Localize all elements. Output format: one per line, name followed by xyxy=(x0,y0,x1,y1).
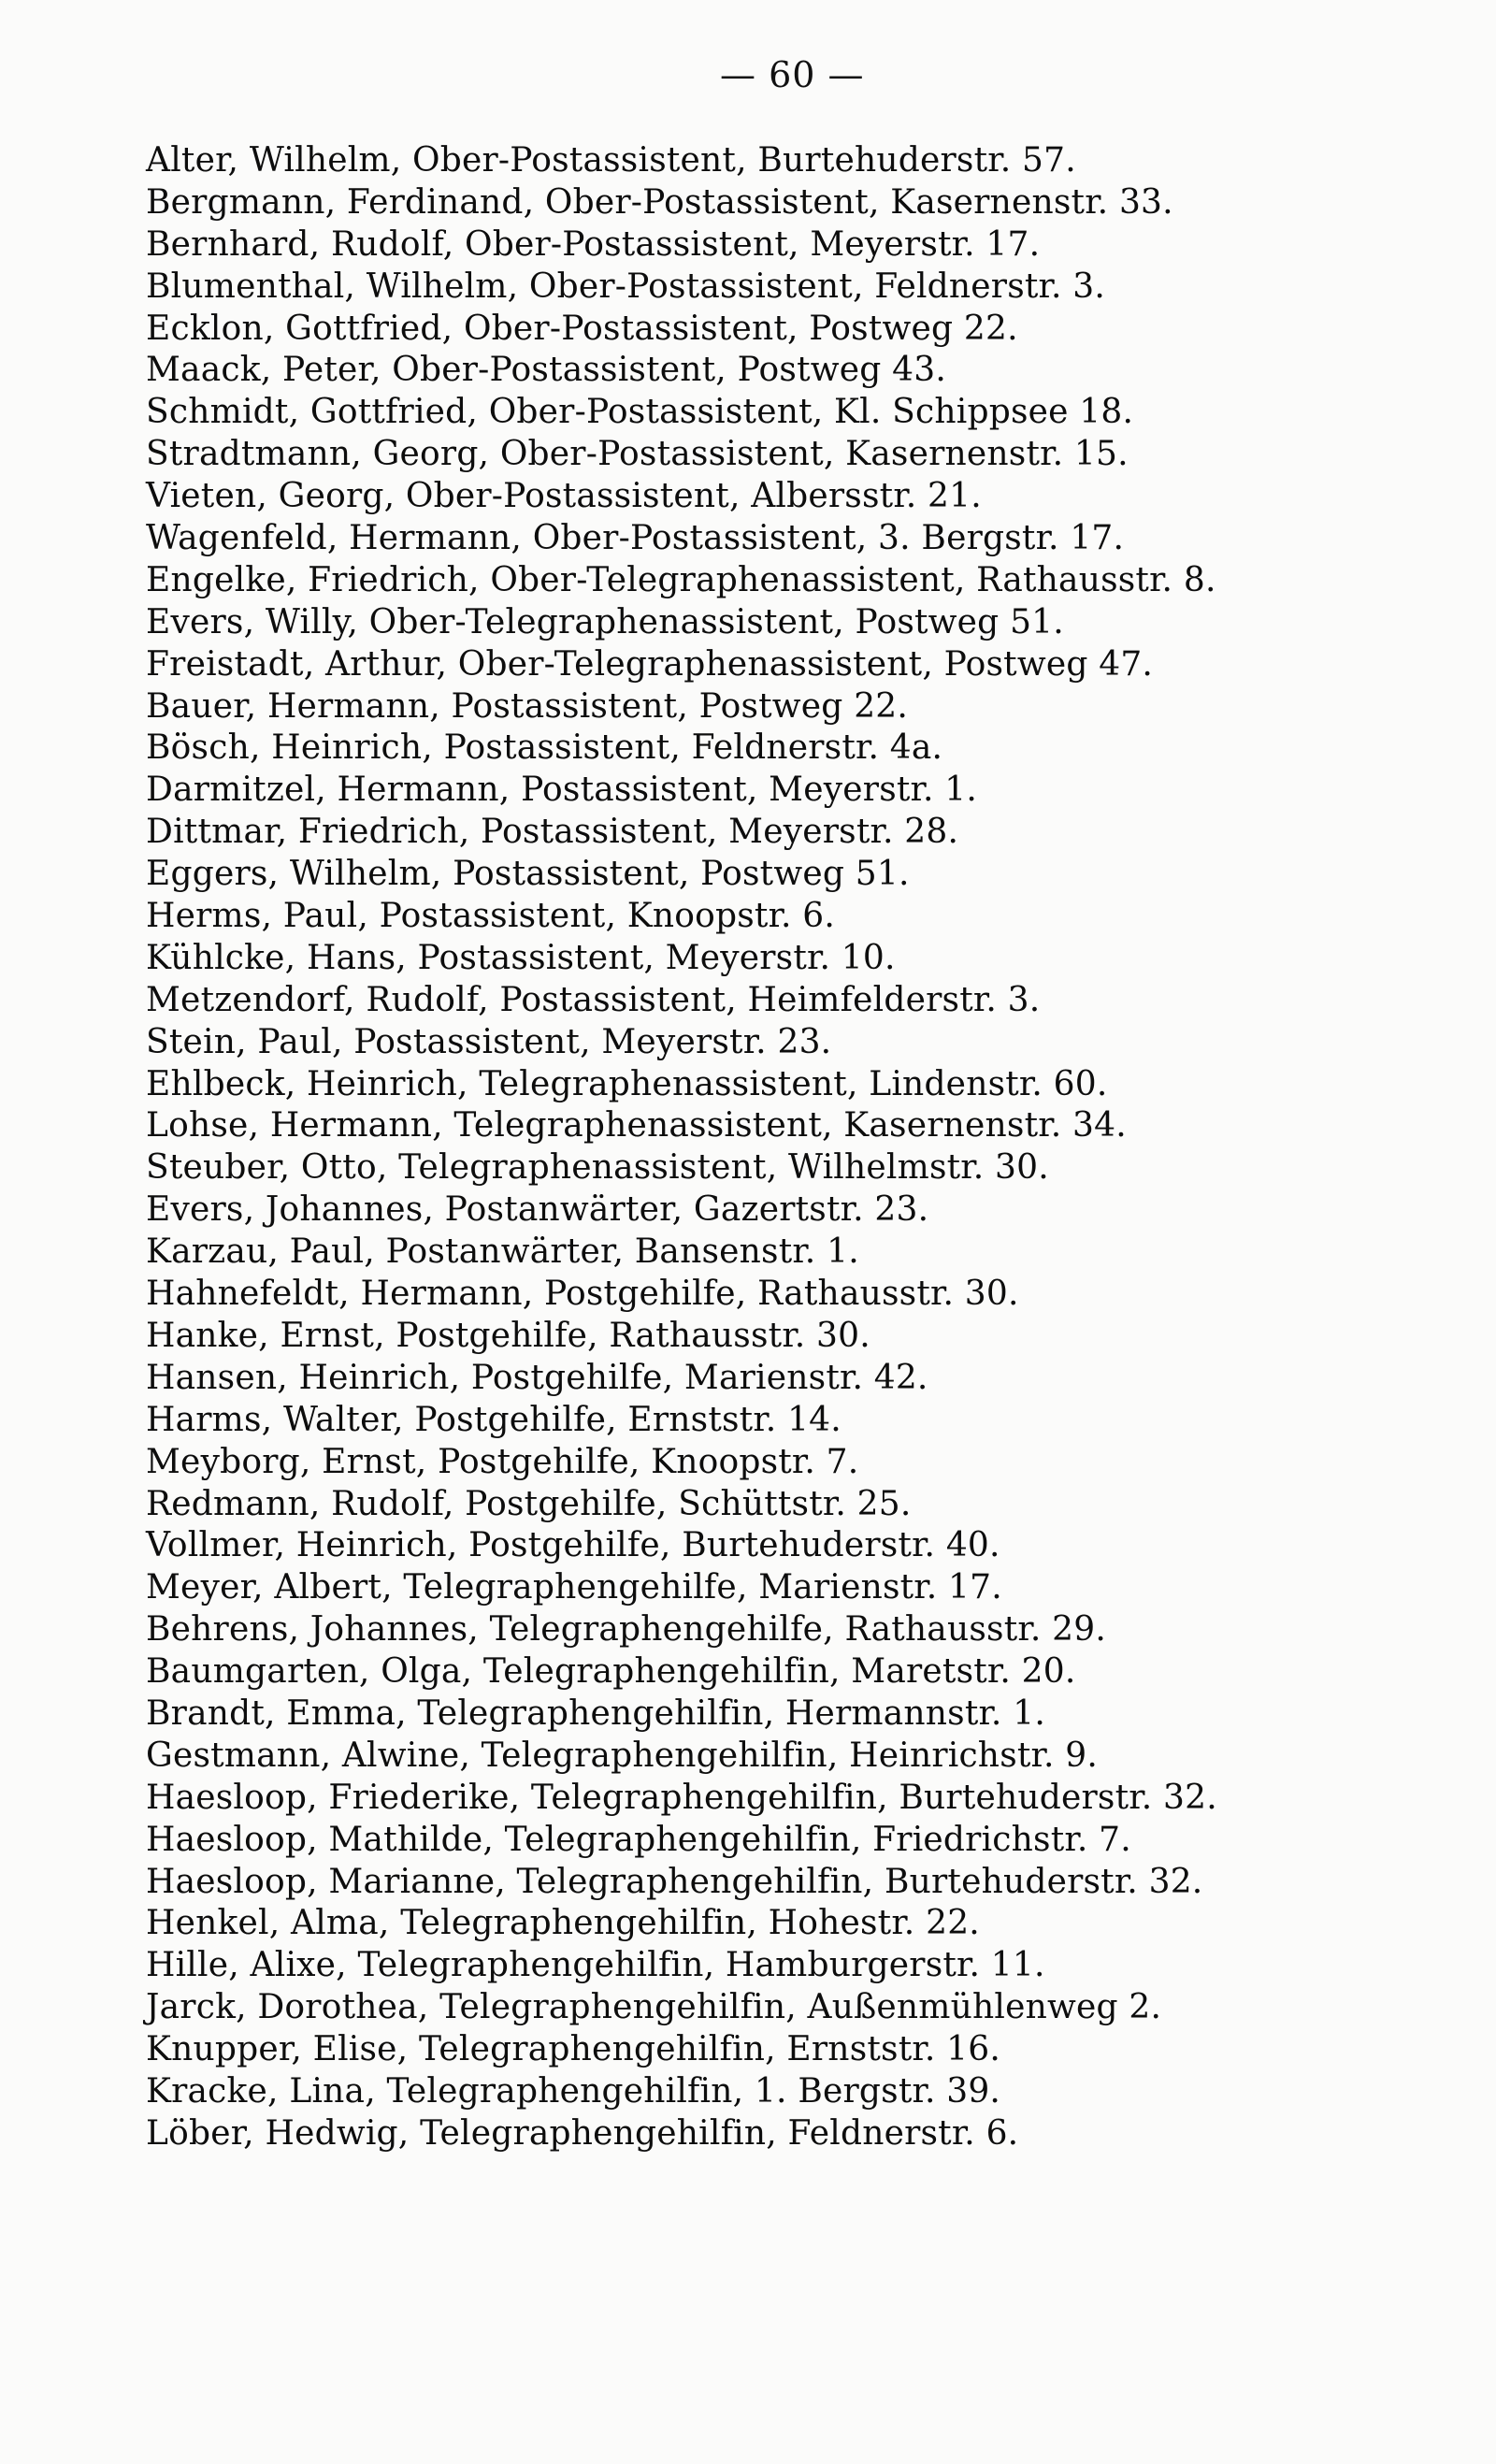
directory-entry: Lohse, Hermann, Telegraphenassistent, Kasernenstr. 34. xyxy=(146,1106,1127,1146)
directory-entry: Herms, Paul, Postassistent, Knoopstr. 6. xyxy=(146,897,836,936)
directory-entry: Freistadt, Arthur, Ober-Telegraphenassistent, Postweg 47. xyxy=(146,644,1154,684)
directory-entry: Löber, Hedwig, Telegraphengehilfin, Feldnerstr. 6. xyxy=(146,2113,1019,2153)
directory-entry: Haesloop, Mathilde, Telegraphengehilfin, Friedrichstr. 7. xyxy=(146,1820,1131,1859)
directory-entry: Evers, Willy, Ober-Telegraphenassistent, Postweg 51. xyxy=(146,602,1064,641)
directory-entry: Wagenfeld, Hermann, Ober-Postassistent, 3. Bergstr. 17. xyxy=(146,519,1125,558)
directory-entry: Hahnefeldt, Hermann, Postgehilfe, Rathausstr. 30. xyxy=(146,1275,1019,1314)
directory-entry: Schmidt, Gottfried, Ober-Postassistent, Kl. Schippsee 18. xyxy=(146,393,1134,432)
directory-entry: Hille, Alixe, Telegraphengehilfin, Hamburgerstr. 11. xyxy=(146,1946,1045,1985)
directory-entry: Bernhard, Rudolf, Ober-Postassistent, Meyerstr. 17. xyxy=(146,224,1041,264)
directory-entry: Bauer, Hermann, Postassistent, Postweg 22. xyxy=(146,686,909,726)
directory-entry: Engelke, Friedrich, Ober-Telegraphenassistent, Rathausstr. 8. xyxy=(146,560,1216,599)
directory-entry: Eggers, Wilhelm, Postassistent, Postweg 51. xyxy=(146,855,910,894)
directory-entry: Steuber, Otto, Telegraphenassistent, Wilhelmstr. 30. xyxy=(146,1148,1049,1188)
directory-entry: Harms, Walter, Postgehilfe, Ernststr. 14. xyxy=(146,1400,842,1439)
directory-entry: Vollmer, Heinrich, Postgehilfe, Burtehuderstr. 40. xyxy=(146,1526,1000,1565)
directory-entry: Stradtmann, Georg, Ober-Postassistent, Kasernenstr. 15. xyxy=(146,435,1129,474)
directory-entry: Vieten, Georg, Ober-Postassistent, Albersstr. 21. xyxy=(146,477,982,516)
directory-entry: Stein, Paul, Postassistent, Meyerstr. 23. xyxy=(146,1022,832,1061)
directory-list xyxy=(146,140,1455,2155)
directory-entry: Meyborg, Ernst, Postgehilfe, Knoopstr. 7. xyxy=(146,1442,859,1481)
directory-entry: Ehlbeck, Heinrich, Telegraphenassistent, Lindenstr. 60. xyxy=(146,1064,1108,1103)
directory-entry: Blumenthal, Wilhelm, Ober-Postassistent, Feldnerstr. 3. xyxy=(146,267,1106,306)
directory-entry: Jarck, Dorothea, Telegraphengehilfin, Außenmühlenweg 2. xyxy=(146,1988,1162,2027)
directory-entry: Hanke, Ernst, Postgehilfe, Rathausstr. 30. xyxy=(146,1316,870,1355)
directory-entry: Gestmann, Alwine, Telegraphengehilfin, Heinrichstr. 9. xyxy=(146,1736,1099,1775)
directory-entry: Kühlcke, Hans, Postassistent, Meyerstr. 10. xyxy=(146,938,896,977)
directory-entry: Hansen, Heinrich, Postgehilfe, Marienstr. 42. xyxy=(146,1358,928,1397)
directory-entry: Brandt, Emma, Telegraphengehilfin, Hermannstr. 1. xyxy=(146,1693,1045,1733)
page-number: — 60 — xyxy=(720,54,865,95)
directory-entry: Dittmar, Friedrich, Postassistent, Meyerstr. 28. xyxy=(146,813,959,852)
directory-entry: Bösch, Heinrich, Postassistent, Feldnerstr. 4a. xyxy=(146,728,943,768)
directory-entry: Henkel, Alma, Telegraphengehilfin, Hohestr. 22. xyxy=(146,1904,980,1943)
directory-entry: Maack, Peter, Ober-Postassistent, Postweg 43. xyxy=(146,351,947,390)
directory-entry: Knupper, Elise, Telegraphengehilfin, Ernststr. 16. xyxy=(146,2030,1000,2069)
directory-entry: Evers, Johannes, Postanwärter, Gazertstr. 23. xyxy=(146,1190,929,1230)
directory-entry: Haesloop, Friederike, Telegraphengehilfin, Burtehuderstr. 32. xyxy=(146,1778,1217,1817)
directory-entry: Behrens, Johannes, Telegraphengehilfe, Rathausstr. 29. xyxy=(146,1610,1106,1650)
directory-entry: Karzau, Paul, Postanwärter, Bansenstr. 1. xyxy=(146,1232,859,1272)
directory-entry: Haesloop, Marianne, Telegraphengehilfin, Burtehuderstr. 32. xyxy=(146,1862,1203,1901)
directory-entry: Meyer, Albert, Telegraphengehilfe, Marienstr. 17. xyxy=(146,1568,1002,1607)
directory-entry: Kracke, Lina, Telegraphengehilfin, 1. Bergstr. 39. xyxy=(146,2071,1001,2111)
directory-entry: Bergmann, Ferdinand, Ober-Postassistent, Kasernenstr. 33. xyxy=(146,182,1173,222)
directory-entry: Metzendorf, Rudolf, Postassistent, Heimfelderstr. 3. xyxy=(146,980,1041,1019)
directory-entry: Alter, Wilhelm, Ober-Postassistent, Burtehuderstr. 57. xyxy=(146,141,1076,180)
directory-entry: Baumgarten, Olga, Telegraphengehilfin, Maretstr. 20. xyxy=(146,1652,1076,1692)
directory-entry: Darmitzel, Hermann, Postassistent, Meyerstr. 1. xyxy=(146,771,978,810)
directory-entry: Ecklon, Gottfried, Ober-Postassistent, Postweg 22. xyxy=(146,309,1018,348)
directory-entry: Redmann, Rudolf, Postgehilfe, Schüttstr. 25. xyxy=(146,1484,912,1523)
